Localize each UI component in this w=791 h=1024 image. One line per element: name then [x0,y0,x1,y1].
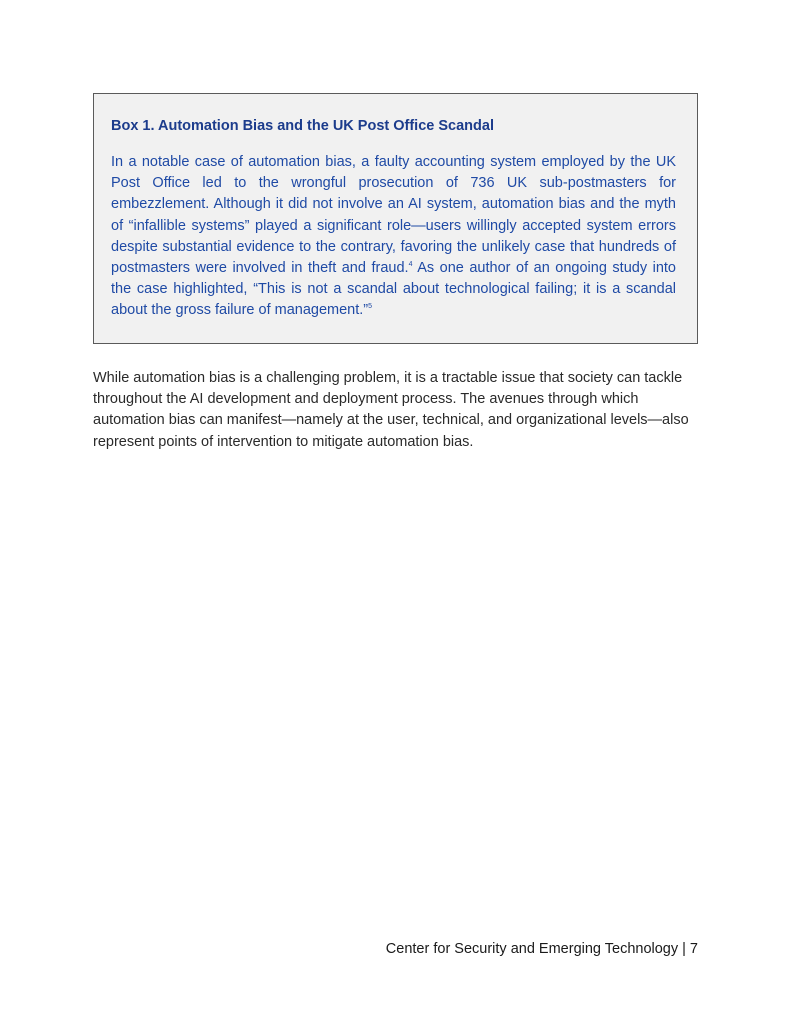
footnote-marker-5[interactable]: 5 [368,303,373,311]
footnote-marker-4[interactable]: 4 [408,261,413,269]
box-body-text-part-1: In a notable case of automation bias, a faulty accounting system employed by the UK Post Office led to the wrongful prosecution of 736 UK sub-postmasters for embezzlement. Although it did not involve an AI system, automation bias and the myth of “infallible systems” played a significant role—users willingly accepted system errors despite substantial evidence to the contrary, favoring the unlikely case that hundreds of postmasters were involved in theft and fraud. [111,154,676,277]
box-body-text-part-2: As one author of an ongoing study into the case highlighted, “This is not a scandal about technological failing; it is a scandal about the gross failure of management.” [111,260,676,319]
body-paragraph: While automation bias is a challenging problem, it is a tractable issue that society can tackle throughout the AI development and deployment process. The avenues through which automation bias can manifest—namely at the user, technical, and organizational levels—also represent points of intervention to mitigate automation bias. [93,370,689,450]
sidebar-box [93,93,698,344]
page-footer: Center for Security and Emerging Technology | 7 [385,941,698,957]
box-title: Box 1. Automation Bias and the UK Post Office Scandal [111,118,494,134]
box-body [111,152,676,322]
